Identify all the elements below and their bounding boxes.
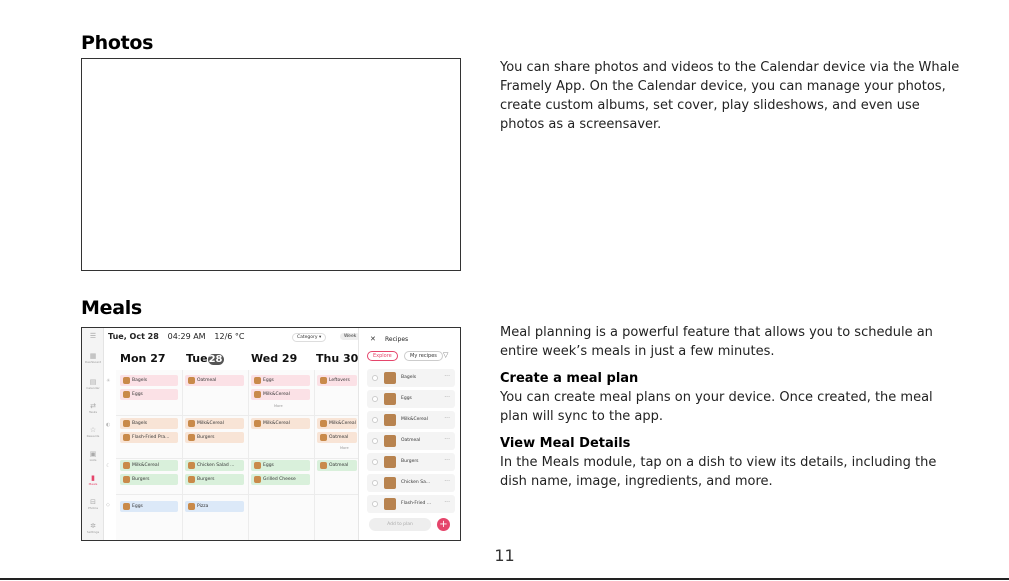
select-radio[interactable] bbox=[372, 480, 378, 486]
day-header-thu: Thu 30 bbox=[316, 352, 359, 365]
meals-screenshot bbox=[81, 327, 461, 541]
snack-icon: ◇ bbox=[106, 502, 110, 508]
sidebar-item-lists[interactable] bbox=[82, 450, 104, 462]
grid-divider bbox=[182, 370, 183, 541]
recipes-title: Recipes bbox=[385, 336, 409, 343]
sidebar-label: Lists bbox=[89, 458, 97, 462]
grid-divider bbox=[314, 370, 315, 541]
meal-chip[interactable]: Milk&Cereal bbox=[251, 418, 310, 429]
dinner-icon: ☾ bbox=[106, 463, 111, 469]
sidebar-label: Dashboard bbox=[84, 360, 102, 364]
device-weather: 12/6 °C bbox=[214, 332, 245, 341]
meal-chip[interactable]: Eggs bbox=[120, 501, 178, 512]
breakfast-icon: ☀ bbox=[106, 378, 111, 384]
recipe-item[interactable] bbox=[367, 453, 455, 471]
recipe-item[interactable] bbox=[367, 411, 455, 429]
recipe-item[interactable] bbox=[367, 495, 455, 513]
select-radio[interactable] bbox=[372, 501, 378, 507]
sidebar-item-settings[interactable] bbox=[82, 522, 104, 534]
list-icon: ▣ bbox=[89, 450, 97, 458]
recipe-thumbnail bbox=[384, 498, 396, 510]
device-time: 04:29 AM bbox=[167, 332, 206, 341]
create-meal-plan-heading: Create a meal plan bbox=[500, 371, 639, 386]
meal-chip[interactable]: Flash-Fried Pra... bbox=[120, 432, 178, 443]
select-radio[interactable] bbox=[372, 396, 378, 402]
more-options-icon[interactable]: ··· bbox=[444, 373, 450, 380]
meals-intro: Meal planning is a powerful feature that allows you to schedule an entire week’s meals in just a few minutes. bbox=[500, 325, 933, 359]
meal-chip[interactable]: Chicken Salad ... bbox=[185, 460, 244, 471]
settings-icon: ✲ bbox=[90, 522, 96, 530]
tab-my-recipes[interactable]: My recipes bbox=[404, 351, 443, 361]
recipe-name: Milk&Cereal bbox=[401, 417, 428, 422]
view-meal-details-heading: View Meal Details bbox=[500, 436, 631, 451]
photos-description bbox=[500, 58, 960, 134]
day-header-wed: Wed 29 bbox=[251, 352, 298, 365]
recipe-thumbnail bbox=[384, 456, 396, 468]
select-radio[interactable] bbox=[372, 417, 378, 423]
meals-icon: ▮ bbox=[91, 474, 95, 482]
more-options-icon[interactable]: ··· bbox=[444, 478, 450, 485]
recipe-name: Flash-Fried ... bbox=[401, 501, 432, 506]
recipe-thumbnail bbox=[384, 414, 396, 426]
lunch-icon: ◐ bbox=[106, 422, 111, 428]
photos-paragraph: You can share photos and videos to the Calendar device via the Whale Framely App. On the Calendar device, you can manage your photos, create custom albums, set cover, play slideshows, and even use photos as a screensaver. bbox=[500, 60, 960, 132]
add-recipe-button[interactable]: + bbox=[437, 518, 450, 531]
meal-chip[interactable]: Oatmeal bbox=[317, 460, 357, 471]
sidebar-label: Calendar bbox=[86, 386, 100, 390]
recipe-thumbnail bbox=[384, 393, 396, 405]
meal-chip[interactable]: Burgers bbox=[120, 474, 178, 485]
meal-chip[interactable]: Eggs bbox=[120, 389, 178, 400]
sidebar-label: Tasks bbox=[88, 410, 98, 414]
day-header-mon: Mon 27 bbox=[120, 352, 166, 365]
meal-chip[interactable]: Eggs bbox=[251, 375, 310, 386]
add-to-plan-button[interactable]: Add to plan bbox=[369, 518, 431, 531]
meal-chip[interactable]: Milk&Cereal bbox=[185, 418, 244, 429]
create-meal-plan-text: You can create meal plans on your device. Once created, the meal plan will sync to the app. bbox=[500, 390, 933, 424]
photos-heading: Photos bbox=[81, 32, 154, 54]
week-view-button[interactable]: Week bbox=[340, 333, 360, 340]
meals-heading: Meals bbox=[81, 297, 142, 319]
more-link[interactable]: More bbox=[340, 446, 349, 450]
recipe-item[interactable] bbox=[367, 432, 455, 450]
more-options-icon[interactable]: ··· bbox=[444, 394, 450, 401]
device-date: Tue, Oct 28 bbox=[108, 332, 159, 341]
meal-chip[interactable]: Burgers bbox=[185, 432, 244, 443]
day-header-tue: Tue28 bbox=[186, 352, 223, 365]
dashboard-icon: ▦ bbox=[89, 352, 97, 360]
device-sidebar bbox=[82, 328, 104, 541]
sidebar-item-rewards[interactable] bbox=[82, 426, 104, 438]
meal-chip[interactable]: Milk&Cereal bbox=[317, 418, 357, 429]
select-radio[interactable] bbox=[372, 459, 378, 465]
meal-chip[interactable]: Oatmeal bbox=[185, 375, 244, 386]
sidebar-label: Settings bbox=[86, 530, 100, 534]
close-icon[interactable]: ✕ bbox=[370, 335, 376, 343]
tab-explore[interactable]: Explore bbox=[367, 351, 398, 361]
recipe-thumbnail bbox=[384, 477, 396, 489]
recipe-name: Eggs bbox=[401, 396, 412, 401]
meal-chip[interactable]: Eggs bbox=[251, 460, 310, 471]
meal-chip[interactable]: Milk&Cereal bbox=[120, 460, 178, 471]
meal-chip[interactable]: Oatmeal bbox=[317, 432, 357, 443]
recipe-name: Burgers bbox=[401, 459, 419, 464]
calendar-icon: ▤ bbox=[89, 378, 97, 386]
more-options-icon[interactable]: ··· bbox=[444, 415, 450, 422]
star-icon: ☆ bbox=[89, 426, 97, 434]
meal-chip[interactable]: Grilled Cheese bbox=[251, 474, 310, 485]
more-options-icon[interactable]: ··· bbox=[444, 499, 450, 506]
recipe-item[interactable] bbox=[367, 474, 455, 492]
sidebar-item-meals[interactable] bbox=[82, 474, 104, 486]
device-topbar bbox=[108, 332, 250, 341]
grid-divider bbox=[248, 370, 249, 541]
recipe-name: Oatmeal bbox=[401, 438, 421, 443]
sidebar-label: Rewards bbox=[86, 434, 100, 438]
recipe-name: Chicken Sa... bbox=[401, 480, 431, 485]
sidebar-item-tasks[interactable] bbox=[82, 402, 104, 414]
recipe-name: Bagels bbox=[401, 375, 417, 380]
grid-divider bbox=[116, 458, 358, 459]
select-radio[interactable] bbox=[372, 375, 378, 381]
recipe-item[interactable] bbox=[367, 390, 455, 408]
meal-chip[interactable]: Burgers bbox=[185, 474, 244, 485]
page-number: 11 bbox=[494, 546, 515, 565]
more-options-icon[interactable]: ··· bbox=[444, 436, 450, 443]
recipe-thumbnail bbox=[384, 435, 396, 447]
meal-chip[interactable]: Milk&Cereal bbox=[251, 389, 310, 400]
recipe-thumbnail bbox=[384, 372, 396, 384]
bottom-divider bbox=[0, 578, 1009, 580]
grid-divider bbox=[116, 415, 358, 416]
sidebar-label: Photos bbox=[87, 506, 99, 510]
grid-divider bbox=[116, 494, 358, 495]
sidebar-label: Meals bbox=[88, 482, 98, 486]
photo-placeholder bbox=[81, 58, 461, 271]
more-options-icon[interactable]: ··· bbox=[444, 457, 450, 464]
menu-icon[interactable]: ☰ bbox=[89, 332, 97, 340]
meal-chip[interactable]: Leftovers bbox=[317, 375, 357, 386]
category-dropdown[interactable]: Category ▾ bbox=[292, 333, 326, 342]
view-meal-details-text: In the Meals module, tap on a dish to view its details, including the dish name, image, ingredients, and more. bbox=[500, 455, 937, 489]
select-radio[interactable] bbox=[372, 438, 378, 444]
meals-description bbox=[500, 323, 960, 491]
tasks-icon: ⇄ bbox=[90, 402, 96, 410]
meal-chip[interactable]: Bagels bbox=[120, 375, 178, 386]
more-link[interactable]: More bbox=[274, 404, 283, 408]
sidebar-item-calendar[interactable] bbox=[82, 378, 104, 390]
sidebar-item-dashboard[interactable] bbox=[82, 352, 104, 364]
recipe-item[interactable] bbox=[367, 369, 455, 387]
filter-icon[interactable]: ▽ bbox=[443, 351, 449, 359]
sidebar-item-photos[interactable] bbox=[82, 498, 104, 510]
meal-chip[interactable]: Pizza bbox=[185, 501, 244, 512]
meal-chip[interactable]: Bagels bbox=[120, 418, 178, 429]
recipes-panel bbox=[358, 328, 461, 541]
photos-icon: ⊟ bbox=[90, 498, 96, 506]
